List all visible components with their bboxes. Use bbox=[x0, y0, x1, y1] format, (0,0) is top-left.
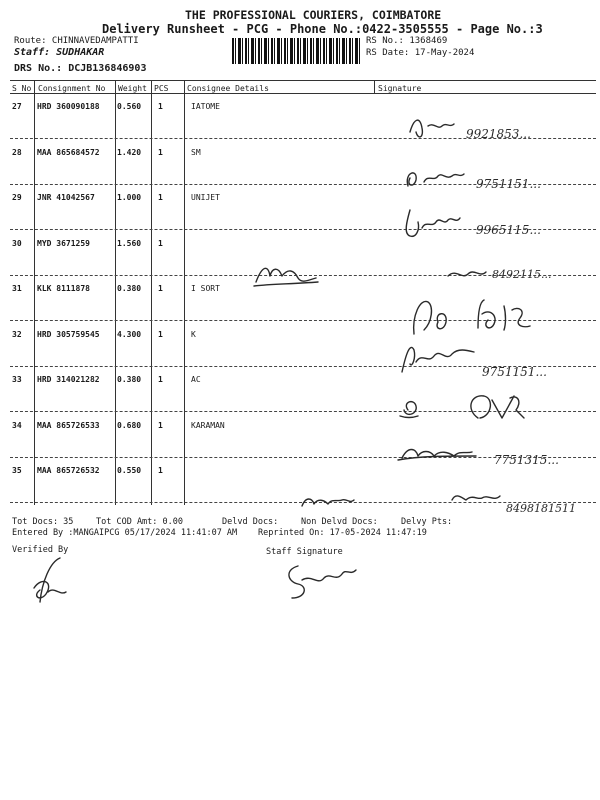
cell-consignment: MAA 865726532 bbox=[37, 466, 100, 475]
cell-pcs: 1 bbox=[158, 239, 163, 248]
signature-row-32 bbox=[396, 334, 586, 382]
table-header-rule bbox=[10, 93, 596, 94]
cell-sno: 31 bbox=[12, 284, 22, 293]
runsheet-title: Delivery Runsheet - PCG - Phone No.:0422-3505555 - Page No.:3 bbox=[102, 22, 543, 36]
cell-consignment: MYD 3671259 bbox=[37, 239, 90, 248]
staff-signature bbox=[276, 556, 366, 606]
handwritten-number: 9965115... bbox=[476, 223, 541, 237]
non-delivered-docs: Non Delvd Docs: bbox=[301, 517, 378, 527]
cell-consignment: JNR 41042567 bbox=[37, 193, 95, 202]
column-divider bbox=[115, 80, 116, 505]
cell-consignee: K bbox=[191, 330, 196, 339]
rs-number: RS No.: 1368469 bbox=[366, 36, 448, 46]
entered-by: Entered By :MANGAIPCG 05/17/2024 11:41:07 AM bbox=[12, 528, 238, 538]
cell-consignee: I SORT bbox=[191, 284, 220, 293]
column-header-consignee: Consignee Details bbox=[187, 84, 269, 93]
cell-sno: 29 bbox=[12, 193, 22, 202]
barcode-image bbox=[232, 38, 360, 64]
cell-consignee: KARAMAN bbox=[191, 421, 225, 430]
cell-consignment: HRD 305759545 bbox=[37, 330, 100, 339]
total-docs: Tot Docs: 35 bbox=[12, 517, 74, 527]
staff-signature-label: Staff Signature bbox=[266, 547, 343, 557]
signature-row-28 bbox=[398, 160, 588, 196]
cell-weight: 0.680 bbox=[117, 421, 142, 430]
delivered-docs: Delvd Docs: bbox=[222, 517, 279, 527]
reprinted-on: Reprinted On: 17-05-2024 11:47:19 bbox=[258, 528, 427, 538]
column-divider bbox=[184, 80, 185, 505]
cell-pcs: 1 bbox=[158, 421, 163, 430]
signature-row-30 bbox=[252, 258, 592, 294]
cell-weight: 0.550 bbox=[117, 466, 142, 475]
cell-weight: 0.380 bbox=[117, 375, 142, 384]
total-cod-amount: Tot COD Amt: 0.00 bbox=[96, 517, 183, 527]
column-divider bbox=[151, 80, 152, 505]
table-top-rule bbox=[10, 80, 596, 81]
column-header-signature: Signature bbox=[378, 84, 422, 93]
cell-weight: 0.380 bbox=[117, 284, 142, 293]
cell-sno: 28 bbox=[12, 148, 22, 157]
cell-weight: 0.560 bbox=[117, 102, 142, 111]
cell-sno: 30 bbox=[12, 239, 22, 248]
verified-by-label: Verified By bbox=[12, 545, 69, 555]
signature-row-35 bbox=[296, 488, 596, 518]
cell-consignment: HRD 314021282 bbox=[37, 375, 100, 384]
route-label: Route: CHINNAVEDAMPATTI bbox=[14, 36, 139, 46]
drs-value: DCJB136846903 bbox=[68, 63, 147, 74]
cell-sno: 33 bbox=[12, 375, 22, 384]
handwritten-number: 8492115... bbox=[492, 268, 552, 281]
cell-pcs: 1 bbox=[158, 375, 163, 384]
handwritten-number: 7751315... bbox=[494, 453, 559, 467]
cell-pcs: 1 bbox=[158, 102, 163, 111]
cell-sno: 35 bbox=[12, 466, 22, 475]
cell-consignee: AC bbox=[191, 375, 201, 384]
cell-sno: 27 bbox=[12, 102, 22, 111]
staff-label: Staff: SUDHAKAR bbox=[14, 47, 105, 58]
handwritten-number: 9751151... bbox=[482, 365, 547, 379]
column-header-weight: Weight bbox=[118, 84, 147, 93]
cell-weight: 4.300 bbox=[117, 330, 142, 339]
signature-row-33 bbox=[392, 388, 572, 428]
signature-row-29 bbox=[396, 204, 586, 244]
column-divider bbox=[34, 80, 35, 505]
cell-sno: 34 bbox=[12, 421, 22, 430]
cell-weight: 1.420 bbox=[117, 148, 142, 157]
cell-consignment: MAA 865726533 bbox=[37, 421, 100, 430]
signature-row-31 bbox=[394, 292, 584, 340]
signature-row-27 bbox=[400, 112, 580, 148]
cell-pcs: 1 bbox=[158, 148, 163, 157]
signature-column-divider bbox=[374, 80, 375, 93]
verified-by-signature bbox=[20, 552, 80, 612]
handwritten-number: 9751151... bbox=[476, 177, 541, 191]
drs-number bbox=[14, 63, 146, 74]
company-title: THE PROFESSIONAL COURIERS, COIMBATORE bbox=[185, 8, 442, 22]
cell-consignee: SM bbox=[191, 148, 201, 157]
delivery-points: Delvy Pts: bbox=[401, 517, 453, 527]
handwritten-number: 8498181511 bbox=[506, 502, 576, 515]
cell-pcs: 1 bbox=[158, 466, 163, 475]
cell-sno: 32 bbox=[12, 330, 22, 339]
column-header-sno: S No bbox=[12, 84, 32, 93]
cell-consignee: IATOME bbox=[191, 102, 220, 111]
cell-pcs: 1 bbox=[158, 284, 163, 293]
cell-consignee: UNIJET bbox=[191, 193, 220, 202]
cell-consignment: KLK 8111878 bbox=[37, 284, 90, 293]
cell-weight: 1.000 bbox=[117, 193, 142, 202]
cell-consignment: HRD 360090188 bbox=[37, 102, 100, 111]
cell-pcs: 1 bbox=[158, 193, 163, 202]
rs-date: RS Date: 17-May-2024 bbox=[366, 48, 475, 58]
cell-pcs: 1 bbox=[158, 330, 163, 339]
cell-consignment: MAA 865684572 bbox=[37, 148, 100, 157]
cell-weight: 1.560 bbox=[117, 239, 142, 248]
signature-row-34 bbox=[396, 440, 586, 470]
column-header-pcs: PCS bbox=[154, 84, 169, 93]
drs-label: DRS No.: bbox=[14, 63, 63, 74]
handwritten-number: 9921853... bbox=[466, 127, 531, 141]
column-header-consignment: Consignment No bbox=[38, 84, 106, 93]
